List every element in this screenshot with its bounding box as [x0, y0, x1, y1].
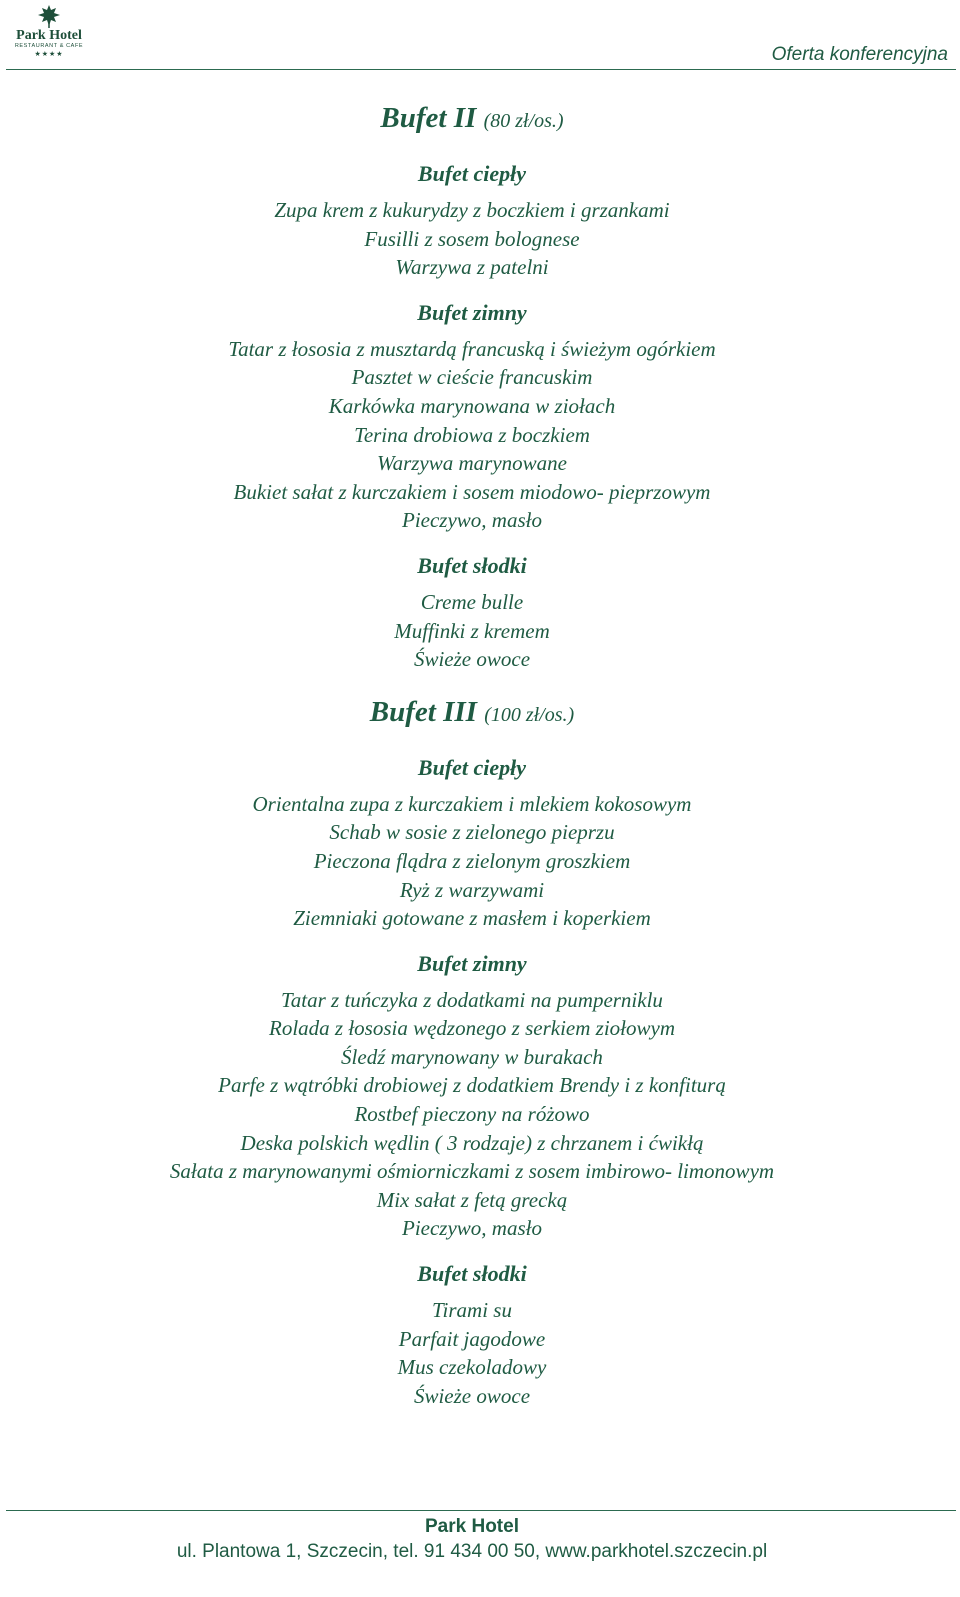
dish-item: Rostbef pieczony na różowo — [354, 1102, 590, 1127]
dish-item: Rolada z łososia wędzonego z serkiem ziołowym — [269, 1016, 675, 1041]
dish-list — [0, 588, 944, 674]
dish-item: Śledź marynowany w burakach — [341, 1044, 603, 1069]
section-title: Bufet ciepły — [417, 161, 527, 186]
section-hot — [0, 753, 944, 933]
section-hot — [0, 159, 944, 282]
logo-stars: ★★★★ — [34, 50, 64, 58]
dish-item: Ryż z warzywami — [399, 877, 545, 902]
dish-item: Muffinki z kremem — [394, 618, 550, 643]
menu-content — [0, 96, 944, 1410]
dish-list — [0, 196, 944, 282]
dish-list — [0, 335, 944, 535]
buffet-name: Bufet III — [369, 695, 477, 728]
dish-item: Fusilli z sosem bolognese — [364, 226, 580, 251]
section-title: Bufet ciepły — [417, 754, 527, 780]
dish-item: Parfait jagodowe — [398, 1326, 546, 1351]
buffet-iii — [0, 690, 944, 1411]
dish-item: Zupa krem z kukurydzy z boczkiem i grzankami — [274, 198, 670, 222]
dish-item: Warzywa marynowane — [377, 451, 567, 476]
dish-list — [0, 986, 944, 1243]
dish-item: Pieczywo, masło — [402, 1216, 542, 1241]
dish-item: Tirami su — [432, 1298, 512, 1323]
buffet-price: (80 zł/os.) — [483, 110, 564, 132]
dish-item: Mix sałat z fetą grecką — [376, 1187, 568, 1212]
section-title: Bufet zimny — [417, 950, 527, 976]
section-title: Bufet słodki — [417, 552, 527, 578]
dish-item: Deska polskich wędlin ( 3 rodzaje) z chrzanem i ćwikłą — [240, 1130, 704, 1155]
footer-hotel-name: Park Hotel — [425, 1516, 519, 1537]
section-sweet — [0, 1259, 944, 1410]
logo-subtitle: RESTAURANT & CAFE — [14, 43, 84, 49]
buffet-price: (100 zł/os.) — [484, 703, 575, 726]
dish-item: Karkówka marynowana w ziołach — [328, 393, 616, 418]
footer-address: ul. Plantowa 1, Szczecin, tel. 91 434 00 50, www.parkhotel.szczecin.pl — [176, 1541, 768, 1562]
dish-item: Creme bulle — [420, 589, 524, 614]
dish-item: Parfe z wątróbki drobiowej z dodatkiem Brendy i z konfiturą — [218, 1073, 726, 1098]
header-divider — [6, 69, 956, 70]
section-sweet — [0, 551, 944, 674]
section-title: Bufet zimny — [417, 299, 527, 325]
buffet-title — [0, 690, 944, 737]
page-header-title: Oferta konferencyjna — [771, 44, 948, 65]
dish-item: Pieczona flądra z zielonym groszkiem — [313, 848, 631, 873]
buffet-title — [0, 96, 944, 143]
dish-item: Sałata z marynowanymi ośmiorniczkami z sosem imbirowo- limonowym — [169, 1159, 775, 1184]
dish-item: Mus czekoladowy — [397, 1355, 547, 1380]
dish-item: Terina drobiowa z boczkiem — [354, 422, 590, 447]
dish-list — [0, 790, 944, 933]
dish-item: Pasztet w cieście francuskim — [351, 365, 593, 390]
dish-item: Świeże owoce — [413, 1383, 531, 1408]
dish-item: Schab w sosie z zielonego pieprzu — [329, 820, 615, 845]
dish-item: Tatar z łososia z musztardą francuską i świeżym ogórkiem — [228, 336, 716, 361]
buffet-name: Bufet II — [380, 102, 477, 134]
dish-list — [0, 1296, 944, 1410]
dish-item: Pieczywo, masło — [402, 508, 542, 533]
logo-name: Park Hotel — [16, 28, 82, 43]
hotel-logo — [10, 4, 88, 62]
footer-divider — [6, 1510, 956, 1511]
dish-item: Warzywa z patelni — [395, 255, 549, 280]
section-cold — [0, 949, 944, 1243]
dish-item: Orientalna zupa z kurczakiem i mlekiem kokosowym — [252, 791, 692, 816]
dish-item: Świeże owoce — [413, 647, 531, 672]
section-cold — [0, 298, 944, 535]
buffet-ii — [0, 96, 944, 674]
dish-item: Bukiet sałat z kurczakiem i sosem miodowo- pieprzowym — [233, 479, 711, 504]
section-title: Bufet słodki — [417, 1261, 527, 1287]
leaf-logo-icon — [37, 4, 61, 28]
dish-item: Ziemniaki gotowane z masłem i koperkiem — [293, 906, 651, 931]
dish-item: Tatar z tuńczyka z dodatkami na pumperniklu — [281, 987, 663, 1012]
